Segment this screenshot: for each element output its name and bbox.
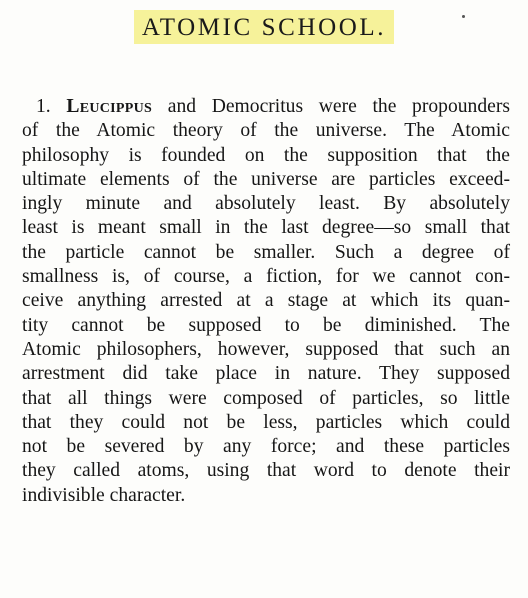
paragraph-number: 1. — [36, 96, 51, 117]
paragraph-line: that they could not be less, particles which could — [22, 411, 510, 433]
paragraph-line: they called atoms, using that word to denote their — [22, 460, 510, 482]
print-speck — [462, 15, 465, 18]
heading-container — [0, 10, 528, 44]
paragraph-line: least is meant small in the last degree—so small that — [22, 217, 510, 239]
paragraph-line: that all things were composed of particles, so little — [22, 387, 510, 409]
paragraph-line: smallness is, of course, a fiction, for we cannot con- — [22, 266, 510, 288]
paragraph-line: tity cannot be supposed to be diminished. The — [22, 314, 510, 336]
paragraph-line — [22, 95, 510, 119]
paragraph-line: not be severed by any force; and these particles — [22, 436, 510, 458]
paragraph-line: arrestment did take place in nature. They supposed — [22, 363, 510, 385]
paragraph-line: philosophy is founded on the supposition that the — [22, 144, 510, 166]
lead-name: Leucippus — [66, 96, 153, 117]
paragraph-line: ingly minute and absolutely least. By absolutely — [22, 193, 510, 215]
paragraph-line: Atomic philosophers, however, supposed that such an — [22, 338, 510, 360]
paragraph-line: the particle cannot be smaller. Such a degree of — [22, 241, 510, 263]
paragraph-line-text: and Democritus were the propounders — [167, 96, 510, 117]
paragraph-line: of the Atomic theory of the universe. The Atomic — [22, 120, 510, 142]
paragraph-line: ceive anything arrested at a stage at which its quan- — [22, 290, 510, 312]
paragraph-line: indivisible character. — [22, 484, 186, 506]
paragraph-line: ultimate elements of the universe are particles exceed- — [22, 168, 510, 190]
section-heading: ATOMIC SCHOOL. — [134, 10, 394, 44]
paragraph — [22, 95, 510, 508]
